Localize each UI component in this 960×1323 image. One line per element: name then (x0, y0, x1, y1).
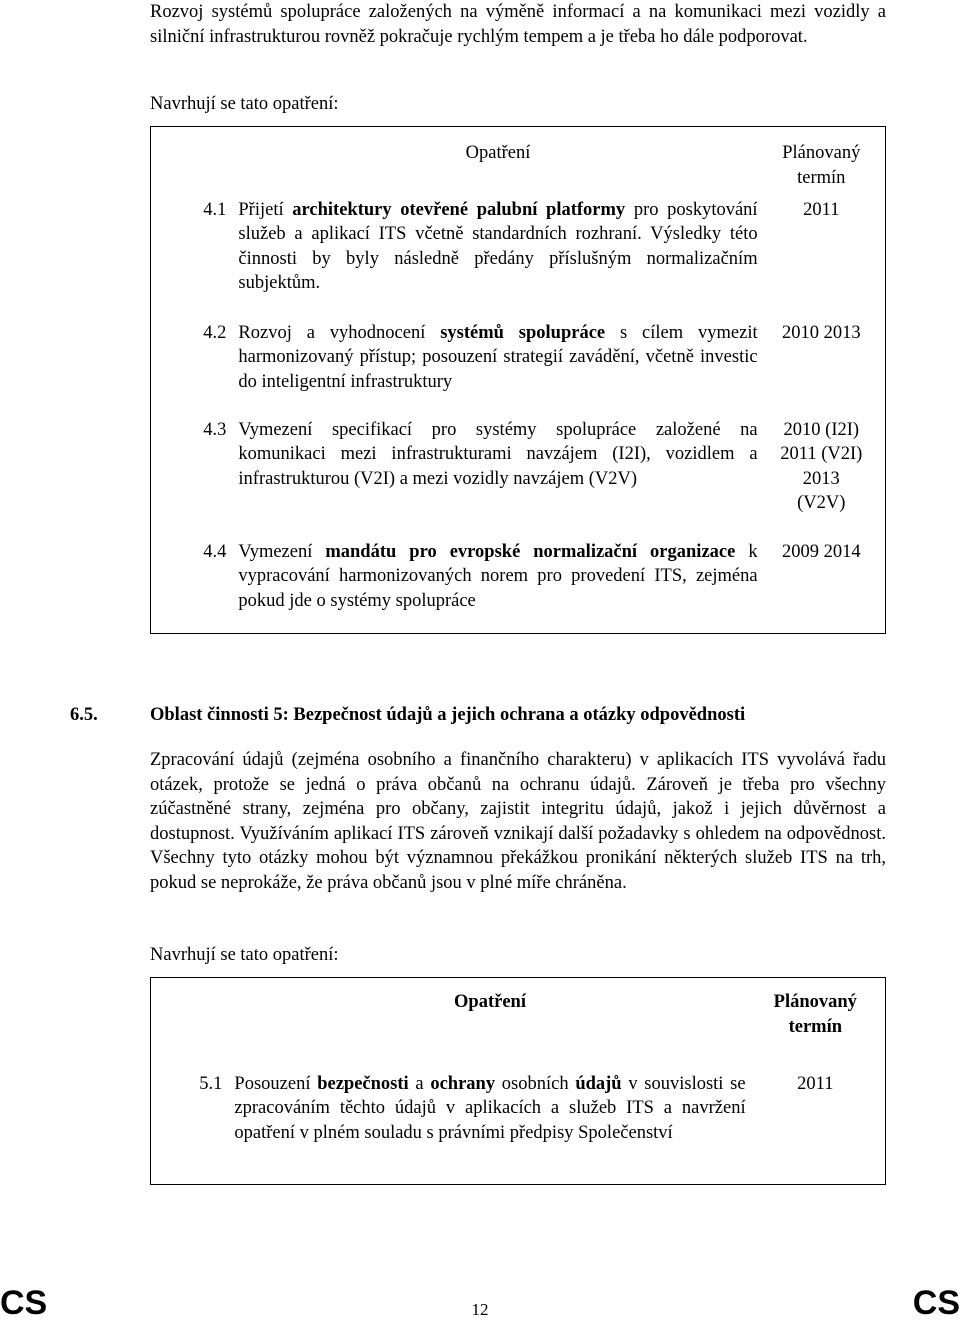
measures-table-1 (150, 126, 886, 634)
row-date: 2010 (I2I) 2011 (V2I) 2013 (V2V) (780, 419, 863, 513)
table-row (151, 1072, 886, 1185)
row-number: 4.1 (203, 199, 227, 220)
table2-header-date: Plánovaný termín (773, 992, 857, 1037)
row-date: 2009 2014 (781, 541, 861, 562)
table-row (151, 418, 886, 540)
section-title: Oblast činnosti 5: Bezpečnost údajů a jejich ochrana a otázky odpovědnosti (150, 705, 746, 725)
row-text: Vymezení specifikací pro systémy spolupráce založené na komunikaci mezi infrastrukturami navzájem (I2I), vozidlem a infrastrukturou (V2I) a mezi vozidly navzájem (V2V) (238, 419, 758, 489)
intro-paragraph: Rozvoj systémů spolupráce založených na výměně informací a na komunikaci mezi vozidly a silniční infrastrukturou rovněž pokračuje rychlým tempem a je třeba ho dále podporovat. (150, 2, 886, 47)
row-number: 4.3 (203, 419, 227, 440)
proposal-label: Navrhují se tato opatření: (150, 945, 339, 965)
row-text: Posouzení bezpečnosti a ochrany osobních údajů v souvislosti se zpracováním těchto údajů v aplikacích a služeb ITS a navržení opatření v plném souladu s právními předpisy Společenství (234, 1073, 746, 1143)
table-row (151, 321, 886, 418)
row-number: 4.4 (203, 541, 227, 562)
table1-header-measure: Opatření (465, 143, 531, 163)
row-number: 5.1 (199, 1073, 223, 1094)
table1-header-date: Plánovaný termín (782, 143, 861, 188)
row-number: 4.2 (203, 322, 227, 343)
proposal-label: Navrhují se tato opatření: (150, 94, 339, 114)
row-text: Vymezení mandátu pro evropské normalizační organizace k vypracování harmonizovaných norem pro provedení ITS, zejména pokud jde o systémy spolupráce (238, 541, 758, 611)
page-number: 12 (471, 1300, 489, 1319)
row-text: Přijetí architektury otevřené palubní platformy pro poskytování služeb a aplikací ITS včetně standardních rozhraní. Výsledky této činnosti by byly následně předány příslušným normalizačním subjektům. (238, 199, 758, 293)
row-date: 2010 2013 (781, 322, 861, 343)
row-date: 2011 (803, 199, 840, 220)
table-row (151, 198, 886, 321)
row-text: Rozvoj a vyhodnocení systémů spolupráce s cílem vymezit harmonizovaný přístup; posouzení strategií zavádění, včetně investic do inteligentní infrastruktury (238, 322, 758, 392)
language-code-left: CS (0, 1284, 48, 1322)
language-code-right: CS (912, 1284, 960, 1322)
table-row (151, 540, 886, 634)
section-paragraph: Zpracování údajů (zejména osobního a finančního charakteru) v aplikacích ITS vyvolává řadu otázek, protože se jedná o práva občanů na ochranu údajů. Zároveň je třeba pro všechny zúčastněné strany, zejména pro občany, zajistit integritu údajů, jakož i jejich důvěrnost a dostupnost. Využíváním aplikací ITS zároveň vznikají další požadavky s ohledem na odpovědnost. Všechny tyto otázky mohou být významnou překážkou pronikání některých služeb ITS na trh, pokud se neprokáže, že práva občanů jsou v plné míře chráněna. (150, 750, 886, 893)
section-number: 6.5. (70, 705, 98, 725)
measures-table-2 (150, 977, 886, 1185)
table2-header-measure: Opatření (454, 992, 526, 1012)
row-date: 2011 (797, 1073, 834, 1094)
